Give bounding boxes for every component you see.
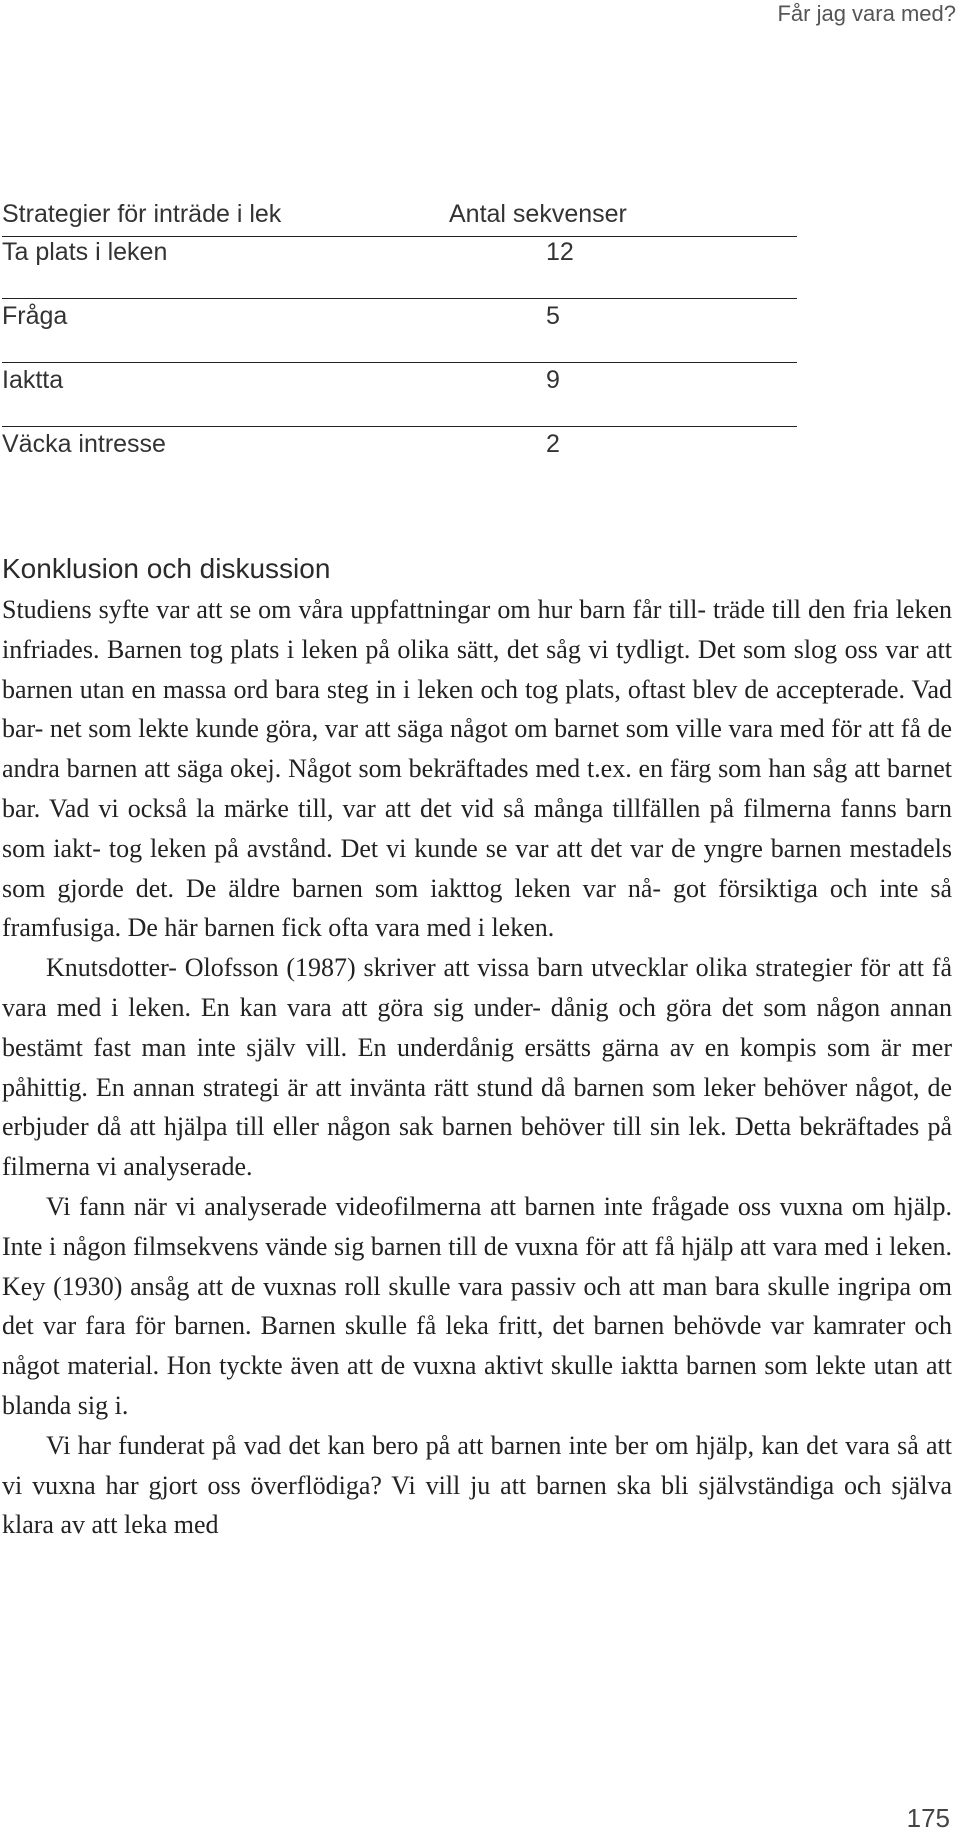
- table-row: [2, 302, 797, 366]
- table-row: [2, 366, 797, 430]
- paragraph: Knutsdotter- Olofsson (1987) skriver att vissa barn utvecklar olika strategier för att få vara med i leken. En kan vara att göra sig under- dånig och göra det som någon annan bestämt fast man inte själv vill. En underdånig ersätts gärna av en kompis som är mer påhittig. En annan strategi är att invänta rätt stund då barnen som leker behöver något, de erbjuder då att hjälpa till eller någon sak barnen behöver till sin lek. Detta bekräftades på filmerna vi analyserade.: [2, 953, 952, 1182]
- section-heading: Konklusion och diskussion: [2, 553, 331, 584]
- table-row: [2, 430, 797, 494]
- table-row: [2, 238, 797, 302]
- table-cell-value: 12: [546, 238, 574, 266]
- table-cell-value: 5: [546, 302, 560, 330]
- table-rule: [2, 236, 797, 237]
- paragraph: Vi har funderat på vad det kan bero på att barnen inte ber om hjälp, kan det vara så att vi vuxna har gjort oss överflödiga? Vi vill ju att barnen ska bli självständiga och själva klara av att leka med: [2, 1430, 952, 1540]
- table-cell-label: Fråga: [2, 302, 68, 330]
- column-header-strategy: Strategier för inträde i lek: [2, 200, 282, 228]
- paragraph: Vi fann när vi analyserade videofilmerna att barnen inte frågade oss vuxna om hjälp. Inte i någon filmsekvens vände sig barnen till de vuxna för att få hjälp att vara med i leken. Key (1930) ansåg att de vuxnas roll skulle vara passiv och att man bara skulle ingripa om det var fara för barnen. Barnen skulle få leka fritt, det barnen behövde var kamrater och något material. Hon tyckte även att de vuxna aktivt skulle iaktta barnen som lekte utan att blanda sig i.: [2, 1191, 952, 1420]
- table-header-row: [2, 200, 797, 238]
- body-text: [2, 590, 952, 1545]
- table-cell-label: Ta plats i leken: [2, 238, 168, 266]
- strategy-table: [2, 200, 797, 494]
- column-header-count: Antal sekvenser: [449, 200, 627, 228]
- page-number: 175: [906, 1803, 950, 1833]
- table-cell-label: Iaktta: [2, 366, 64, 394]
- running-header: Får jag vara med?: [777, 1, 956, 26]
- table-rule: [2, 426, 797, 427]
- table-rule: [2, 298, 797, 299]
- table-rule: [2, 362, 797, 363]
- table-cell-value: 9: [546, 366, 560, 394]
- table-cell-value: 2: [546, 430, 560, 458]
- table-cell-label: Väcka intresse: [2, 430, 166, 458]
- paragraph: Studiens syfte var att se om våra uppfattningar om hur barn får till- träde till den fria leken infriades. Barnen tog plats i leken på olika sätt, det såg vi tydligt. Det som slog oss var att barnen utan en massa ord bara steg in i leken och tog plats, oftast blev de accepterade. Vad bar- net som lekte kunde göra, var att säga något om barnet som ville vara med för att få de andra barnen att säga okej. Något som bekräftades med t.ex. en färg som han såg att barnet bar. Vad vi också la märke till, var att det vid så många tillfällen på filmerna fanns barn som iakt- tog leken på avstånd. Det vi kunde se var att det var de yngre barnen mestadels som gjorde det. De äldre barnen som iakttog leken var nå- got försiktiga och inte så framfusiga. De här barnen fick ofta vara med i leken.: [2, 595, 952, 943]
